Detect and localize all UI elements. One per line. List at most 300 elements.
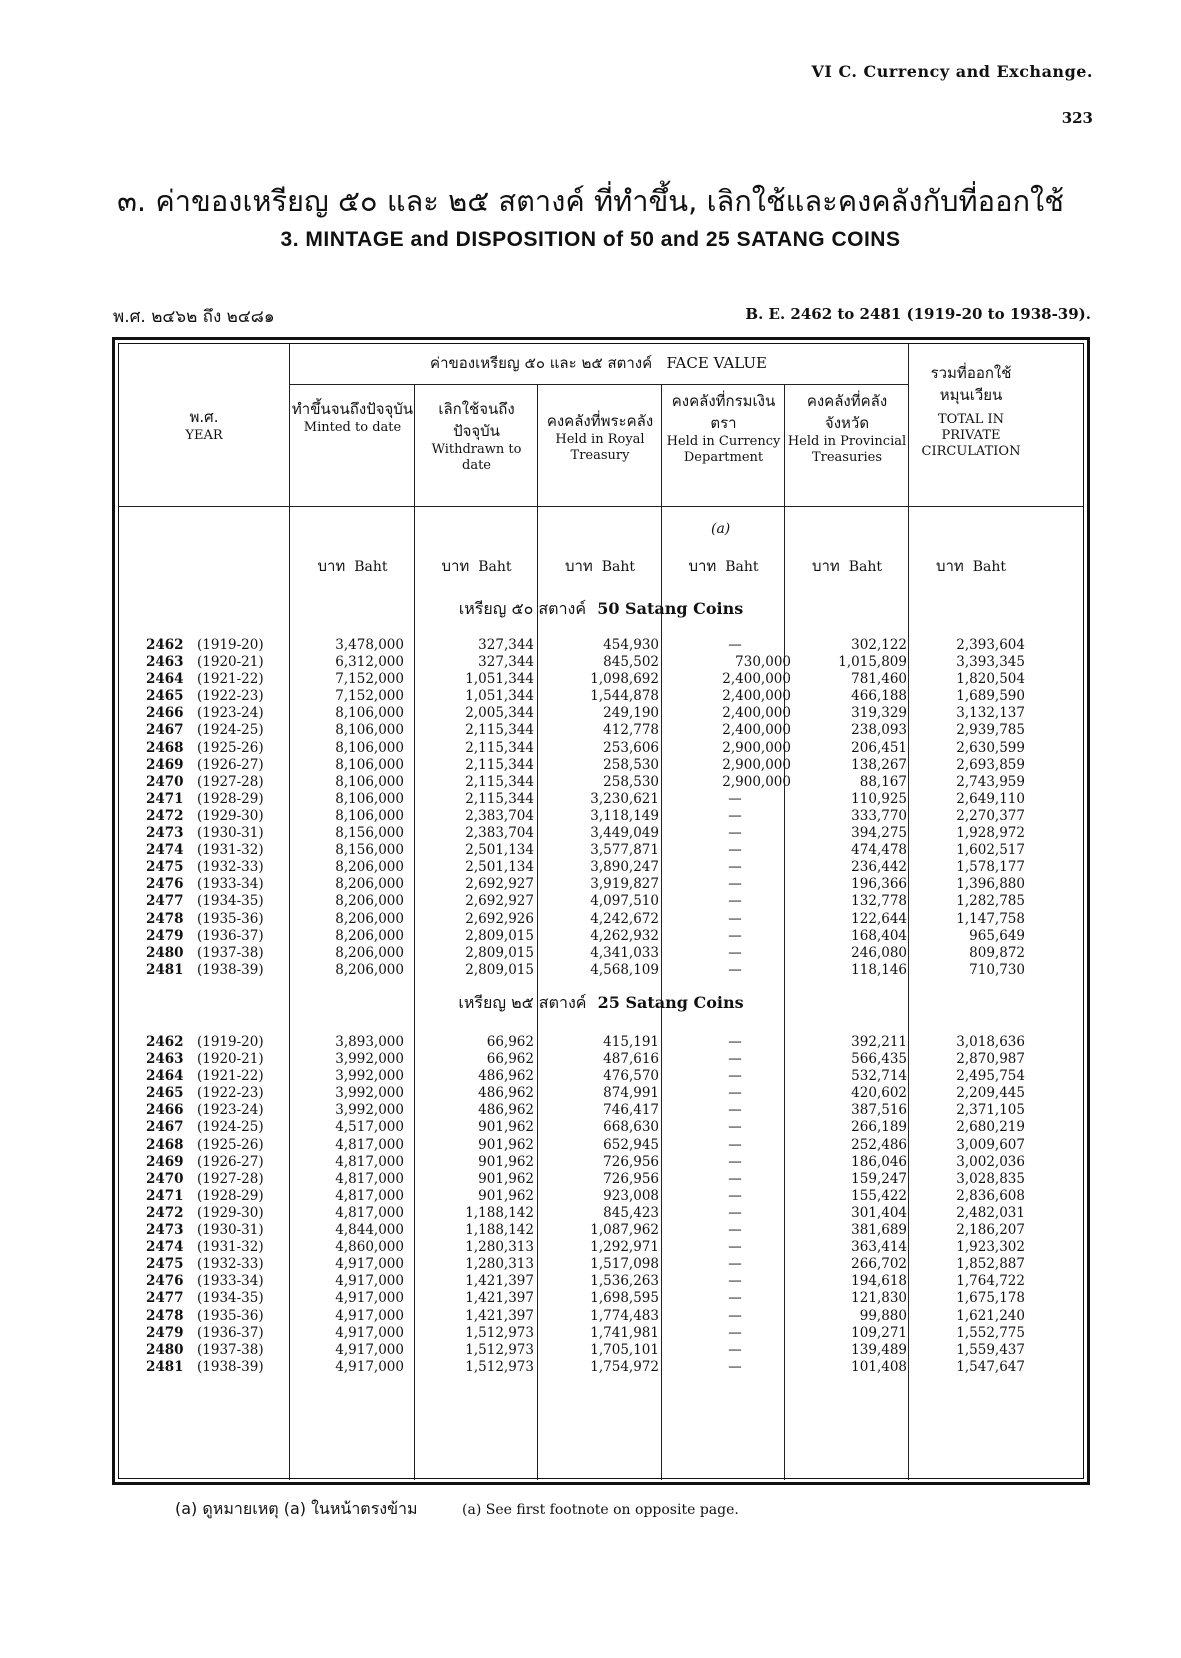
cell-ce: (1930-31) [197,1222,264,1239]
header-currency-department [663,390,784,466]
table-row [119,1222,1083,1239]
header-rule [289,384,908,385]
cell-withdrawn: 2,383,704 [465,807,534,824]
cell-withdrawn: 2,115,344 [465,739,534,756]
cell-total: 710,730 [969,961,1025,978]
cell-be: 2468 [146,1136,184,1153]
cell-currency: — [728,1256,742,1273]
cell-ce: (1931-32) [197,1239,264,1256]
header-royal-treasury [539,410,661,464]
table-row [119,1137,1083,1154]
cell-be: 2470 [146,1170,184,1187]
cell-be: 2475 [146,859,184,876]
cell-currency: 2,900,000 [722,739,791,756]
cell-currency: — [728,1273,742,1290]
cell-withdrawn: 486,962 [478,1085,534,1102]
cell-total: 2,649,110 [956,790,1025,807]
cell-currency: — [728,1119,742,1136]
cell-be: 2480 [146,1341,184,1358]
header-face-value [289,352,908,374]
cell-royal: 1,087,962 [590,1222,659,1239]
header-minted-thai: ทำขึ้นจนถึงปัจจุบัน [291,400,414,418]
cell-be: 2465 [146,1085,184,1102]
cell-be: 2465 [146,688,184,705]
cell-royal: 249,190 [603,705,659,722]
table-row [119,1085,1083,1102]
table-row [119,808,1083,825]
cell-currency: — [728,1204,742,1221]
cell-be: 2462 [146,637,184,653]
cell-total: 2,371,105 [956,1102,1025,1119]
unit-label: บาท Baht [317,557,388,575]
table-row [119,859,1083,876]
cell-total: 1,552,775 [956,1324,1025,1341]
cell-royal: 258,530 [603,756,659,773]
cell-withdrawn: 1,512,973 [465,1358,534,1375]
table-row [119,1171,1083,1188]
period-english: B. E. 2462 to 2481 (1919-20 to 1938-39). [745,305,1091,323]
cell-minted: 3,893,000 [335,1034,404,1050]
cell-total: 1,547,647 [956,1358,1025,1375]
cell-ce: (1937-38) [197,1341,264,1358]
cell-currency: 2,400,000 [722,688,791,705]
cell-be: 2478 [146,1307,184,1324]
cell-total: 1,396,880 [956,876,1025,893]
cell-withdrawn: 1,280,313 [465,1239,534,1256]
header-provincial-thai: คงคลังที่คลังจังหวัด [806,392,888,432]
cell-currency: — [728,1085,742,1102]
cell-total: 1,147,758 [956,910,1025,927]
cell-provincial: 252,486 [851,1136,907,1153]
cell-provincial: 301,404 [851,1204,907,1221]
cell-royal: 3,890,247 [590,859,659,876]
cell-currency: — [728,1102,742,1119]
cell-royal: 412,778 [603,722,659,739]
cell-minted: 8,106,000 [335,790,404,807]
header-face-value-english: FACE VALUE [666,354,767,372]
running-head: VI C. Currency and Exchange. [811,62,1093,81]
cell-minted: 4,817,000 [335,1204,404,1221]
footnote-english: (a) See first footnote on opposite page. [462,1502,739,1518]
cell-ce: (1929-30) [197,1204,264,1221]
cell-provincial: 319,329 [851,705,907,722]
cell-currency: — [728,842,742,859]
cell-withdrawn: 2,115,344 [465,790,534,807]
cell-ce: (1937-38) [197,944,264,961]
cell-withdrawn: 66,962 [486,1051,534,1068]
cell-withdrawn: 1,421,397 [465,1290,534,1307]
cell-total: 1,675,178 [956,1290,1025,1307]
cell-total: 2,482,031 [956,1204,1025,1221]
cell-royal: 923,008 [603,1187,659,1204]
cell-ce: (1928-29) [197,1187,264,1204]
cell-provincial: 121,830 [851,1290,907,1307]
cell-withdrawn: 2,115,344 [465,722,534,739]
cell-minted: 7,152,000 [335,671,404,688]
table-row [119,688,1083,705]
table-body [118,343,1084,1479]
table-row [119,774,1083,791]
table-row [119,1119,1083,1136]
cell-minted: 3,992,000 [335,1051,404,1068]
cell-ce: (1935-36) [197,910,264,927]
cell-ce: (1926-27) [197,1153,264,1170]
header-royal-english: Held in Royal Treasury [555,432,645,463]
cell-provincial: 566,435 [851,1051,907,1068]
cell-minted: 4,917,000 [335,1341,404,1358]
page-number: 323 [1061,109,1093,127]
cell-ce: (1919-20) [197,1034,264,1050]
unit-label: บาท Baht [811,557,883,575]
cell-currency: — [728,1187,742,1204]
cell-be: 2466 [146,1102,184,1119]
cell-be: 2462 [146,1034,184,1050]
cell-be: 2467 [146,1119,184,1136]
cell-royal: 1,536,263 [590,1273,659,1290]
cell-withdrawn: 486,962 [478,1068,534,1085]
cell-minted: 4,917,000 [335,1256,404,1273]
table-row [119,1273,1083,1290]
header-currency-thai: คงคลังที่กรมเงินตรา [671,392,776,432]
cell-withdrawn: 2,809,015 [465,944,534,961]
period-thai: พ.ศ. ๒๔๖๒ ถึง ๒๔๘๑ [113,307,275,327]
table-row [119,1051,1083,1068]
cell-provincial: 363,414 [851,1239,907,1256]
header-currency-english: Held in Currency Department [666,434,781,465]
cell-withdrawn: 2,809,015 [465,927,534,944]
cell-provincial: 101,408 [851,1358,907,1375]
cell-currency: — [728,1153,742,1170]
cell-total: 2,836,608 [956,1187,1025,1204]
cell-total: 1,928,972 [956,825,1025,842]
cell-ce: (1923-24) [197,705,264,722]
table-row [119,928,1083,945]
table-row [119,1188,1083,1205]
cell-provincial: 159,247 [851,1170,907,1187]
header-royal-thai: คงคลังที่พระคลัง [546,412,654,430]
cell-currency: — [728,859,742,876]
header-provincial-english: Held in Provincial Treasuries [787,434,907,465]
cell-be: 2466 [146,705,184,722]
cell-currency: 2,900,000 [722,773,791,790]
cell-currency: — [728,1307,742,1324]
cell-royal: 845,502 [603,654,659,671]
cell-provincial: 109,271 [851,1324,907,1341]
cell-minted: 8,206,000 [335,961,404,978]
cell-provincial: 392,211 [851,1034,907,1050]
cell-be: 2463 [146,654,184,671]
cell-currency: — [728,1034,742,1050]
cell-withdrawn: 1,188,142 [465,1204,534,1221]
cell-ce: (1925-26) [197,1136,264,1153]
cell-provincial: 88,167 [859,773,907,790]
cell-withdrawn: 901,962 [478,1153,534,1170]
table-row [119,671,1083,688]
cell-total: 3,018,636 [956,1034,1025,1050]
cell-withdrawn: 901,962 [478,1170,534,1187]
cell-withdrawn: 2,383,704 [465,825,534,842]
cell-withdrawn: 327,344 [478,637,534,653]
header-provincial-treasuries [786,390,908,466]
cell-ce: (1924-25) [197,1119,264,1136]
cell-total: 3,393,345 [956,654,1025,671]
cell-be: 2470 [146,773,184,790]
cell-royal: 4,097,510 [590,893,659,910]
cell-ce: (1934-35) [197,893,264,910]
cell-royal: 845,423 [603,1204,659,1221]
cell-minted: 7,152,000 [335,688,404,705]
cell-be: 2473 [146,1222,184,1239]
cell-minted: 8,106,000 [335,773,404,790]
cell-provincial: 186,046 [851,1153,907,1170]
cell-be: 2471 [146,1187,184,1204]
header-withdrawn [416,398,537,474]
cell-total: 2,495,754 [956,1068,1025,1085]
cell-provincial: 194,618 [851,1273,907,1290]
cell-provincial: 206,451 [851,739,907,756]
table-row [119,1239,1083,1256]
cell-minted: 8,206,000 [335,927,404,944]
cell-royal: 4,568,109 [590,961,659,978]
cell-royal: 415,191 [603,1034,659,1050]
cell-total: 1,852,887 [956,1256,1025,1273]
cell-ce: (1936-37) [197,1324,264,1341]
cell-total: 809,872 [969,944,1025,961]
cell-royal: 726,956 [603,1170,659,1187]
table-row [119,1205,1083,1222]
cell-total: 1,689,590 [956,688,1025,705]
cell-total: 2,630,599 [956,739,1025,756]
table-row [119,1290,1083,1307]
table-row [119,1102,1083,1119]
cell-provincial: 532,714 [851,1068,907,1085]
cell-currency: — [728,1170,742,1187]
cell-minted: 3,478,000 [335,637,404,653]
cell-be: 2481 [146,1358,184,1375]
header-withdrawn-english: Withdrawn to date [431,442,522,473]
table-row [119,705,1083,722]
footnote-mark: (a) [711,521,731,537]
header-year [119,406,289,444]
cell-currency: — [728,1290,742,1307]
cell-provincial: 196,366 [851,876,907,893]
cell-be: 2475 [146,1256,184,1273]
cell-be: 2481 [146,961,184,978]
cell-minted: 4,860,000 [335,1239,404,1256]
cell-withdrawn: 2,115,344 [465,773,534,790]
table-row [119,1154,1083,1171]
cell-minted: 8,156,000 [335,842,404,859]
header-minted-english: Minted to date [303,420,402,435]
cell-royal: 3,230,621 [590,790,659,807]
cell-royal: 1,698,595 [590,1290,659,1307]
cell-ce: (1921-22) [197,671,264,688]
cell-be: 2464 [146,1068,184,1085]
cell-withdrawn: 901,962 [478,1187,534,1204]
cell-royal: 1,292,971 [590,1239,659,1256]
header-total-english: TOTAL IN PRIVATE CIRCULATION [921,412,1021,459]
cell-provincial: 122,644 [851,910,907,927]
cell-provincial: 420,602 [851,1085,907,1102]
cell-be: 2469 [146,756,184,773]
cell-ce: (1922-23) [197,1085,264,1102]
header-total-thai: รวมที่ออกใช้หมุนเวียน [930,364,1012,404]
cell-be: 2474 [146,1239,184,1256]
cell-currency: 730,000 [735,654,791,671]
cell-provincial: 236,442 [851,859,907,876]
cell-minted: 6,312,000 [335,654,404,671]
cell-minted: 4,844,000 [335,1222,404,1239]
cell-minted: 8,206,000 [335,893,404,910]
cell-currency: 2,900,000 [722,756,791,773]
cell-be: 2464 [146,671,184,688]
cell-minted: 4,517,000 [335,1119,404,1136]
cell-minted: 8,106,000 [335,705,404,722]
cell-royal: 3,449,049 [590,825,659,842]
cell-currency: — [728,637,742,653]
cell-withdrawn: 1,051,344 [465,688,534,705]
cell-currency: — [728,1239,742,1256]
cell-be: 2477 [146,893,184,910]
cell-minted: 8,106,000 [335,756,404,773]
cell-total: 2,680,219 [956,1119,1025,1136]
cell-currency: — [728,944,742,961]
cell-total: 1,621,240 [956,1307,1025,1324]
cell-provincial: 781,460 [851,671,907,688]
unit-label: บาท Baht [441,557,512,575]
cell-royal: 454,930 [603,637,659,653]
cell-ce: (1930-31) [197,825,264,842]
cell-withdrawn: 2,692,927 [465,876,534,893]
cell-ce: (1935-36) [197,1307,264,1324]
cell-ce: (1923-24) [197,1102,264,1119]
cell-withdrawn: 2,809,015 [465,961,534,978]
cell-be: 2463 [146,1051,184,1068]
cell-be: 2473 [146,825,184,842]
cell-provincial: 132,778 [851,893,907,910]
cell-ce: (1933-34) [197,876,264,893]
cell-minted: 4,917,000 [335,1307,404,1324]
table-row [119,1325,1083,1342]
cell-minted: 4,817,000 [335,1136,404,1153]
cell-withdrawn: 1,512,973 [465,1341,534,1358]
cell-minted: 8,106,000 [335,807,404,824]
cell-provincial: 99,880 [859,1307,907,1324]
cell-withdrawn: 2,501,134 [465,842,534,859]
cell-provincial: 394,275 [851,825,907,842]
cell-provincial: 466,188 [851,688,907,705]
data-table [112,337,1090,1485]
cell-minted: 8,206,000 [335,859,404,876]
footnote-thai: (a) ดูหมายเหตุ (a) ในหน้าตรงข้าม [175,1499,418,1518]
cell-withdrawn: 901,962 [478,1136,534,1153]
cell-be: 2472 [146,1204,184,1221]
cell-minted: 4,917,000 [335,1273,404,1290]
cell-currency: 2,400,000 [722,705,791,722]
cell-royal: 668,630 [603,1119,659,1136]
cell-ce: (1920-21) [197,1051,264,1068]
table-row [119,637,1083,654]
header-total-circulation [910,362,1032,460]
unit-label: บาท Baht [935,557,1007,575]
cell-total: 1,764,722 [956,1273,1025,1290]
cell-provincial: 118,146 [851,961,907,978]
cell-minted: 8,106,000 [335,739,404,756]
cell-total: 1,559,437 [956,1341,1025,1358]
cell-ce: (1927-28) [197,1170,264,1187]
cell-royal: 4,262,932 [590,927,659,944]
footnote [175,1497,739,1522]
cell-minted: 4,917,000 [335,1290,404,1307]
cell-provincial: 139,489 [851,1341,907,1358]
cell-provincial: 381,689 [851,1222,907,1239]
section-title-25-satang: เหรียญ ๒๕ สตางค์ 25 Satang Coins [458,993,744,1012]
cell-provincial: 238,093 [851,722,907,739]
cell-ce: (1922-23) [197,688,264,705]
cell-currency: — [728,1358,742,1375]
cell-ce: (1938-39) [197,961,264,978]
table-row [119,842,1083,859]
cell-be: 2469 [146,1153,184,1170]
cell-withdrawn: 1,188,142 [465,1222,534,1239]
cell-minted: 8,206,000 [335,876,404,893]
cell-total: 2,870,987 [956,1051,1025,1068]
cell-ce: (1936-37) [197,927,264,944]
cell-ce: (1926-27) [197,756,264,773]
table-row [119,1359,1083,1376]
header-withdrawn-thai: เลิกใช้จนถึงปัจจุบัน [438,400,515,440]
cell-be: 2468 [146,739,184,756]
cell-currency: — [728,790,742,807]
header-minted [291,398,414,436]
cell-ce: (1925-26) [197,739,264,756]
cell-withdrawn: 1,421,397 [465,1307,534,1324]
cell-royal: 476,570 [603,1068,659,1085]
cell-withdrawn: 66,962 [486,1034,534,1050]
cell-ce: (1931-32) [197,842,264,859]
cell-royal: 1,705,101 [590,1341,659,1358]
cell-ce: (1933-34) [197,1273,264,1290]
cell-royal: 3,577,871 [590,842,659,859]
cell-currency: 2,400,000 [722,722,791,739]
header-face-value-thai: ค่าของเหรียญ ๕๐ และ ๒๕ สตางค์ [430,354,653,372]
cell-currency: 2,400,000 [722,671,791,688]
cell-currency: — [728,1341,742,1358]
unit-label: บาท Baht [688,557,759,575]
cell-currency: — [728,1051,742,1068]
cell-withdrawn: 2,692,927 [465,893,534,910]
cell-provincial: 246,080 [851,944,907,961]
cell-total: 2,393,604 [956,637,1025,653]
cell-royal: 746,417 [603,1102,659,1119]
cell-total: 1,282,785 [956,893,1025,910]
cell-currency: — [728,825,742,842]
cell-total: 1,578,177 [956,859,1025,876]
cell-royal: 4,341,033 [590,944,659,961]
cell-currency: — [728,807,742,824]
section-rows-25-satang [119,1034,1083,1376]
table-row [119,876,1083,893]
table-row [119,757,1083,774]
cell-royal: 1,774,483 [590,1307,659,1324]
table-row [119,1068,1083,1085]
cell-currency: — [728,927,742,944]
section-rows-50-satang [119,637,1083,979]
cell-withdrawn: 2,692,926 [465,910,534,927]
cell-provincial: 333,770 [851,807,907,824]
cell-minted: 8,106,000 [335,722,404,739]
cell-total: 965,649 [969,927,1025,944]
